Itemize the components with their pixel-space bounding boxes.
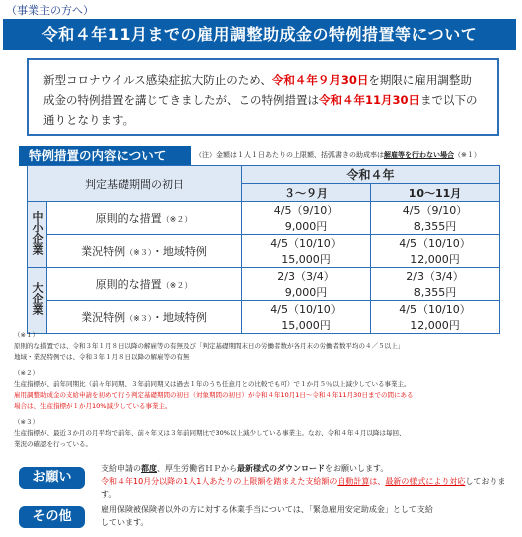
note-1-line: 原則的な措置では、令和３年１月８日以降の解雇等の有無及び「判定基礎期間末日の労働者数が各月末の労働者数平均の４／５以上」 (14, 342, 404, 350)
table-row (28, 268, 500, 301)
intro-text-2: を期限に雇用調整助成金の特例措置を講じてきましたが、この特例措置は (43, 73, 472, 107)
group-name-text: 中小企業 (31, 210, 44, 255)
req-t5: は、 (369, 477, 386, 486)
section-tab: 特例措置の内容について (19, 146, 191, 166)
cell-amount: 12,000円 (410, 253, 460, 266)
group-name (28, 202, 47, 268)
req-t6: しております。 (101, 477, 506, 499)
other-text (101, 503, 511, 529)
intro-text-1: 新型コロナウイルス感染症拡大防止のため、 (43, 73, 272, 87)
table-row (28, 202, 500, 235)
cell (242, 235, 371, 268)
req-t2-bold: 最新様式のダウンロード (237, 464, 325, 473)
cell (242, 268, 371, 301)
note-1-line: 地域・業況特例では、令和３年１月８日以降の解雇等の有無 (14, 353, 190, 361)
req-t4-u: 自動計算 (337, 477, 370, 486)
row-label (47, 202, 242, 235)
cell (242, 301, 371, 334)
section-note (195, 150, 481, 160)
footnotes (14, 330, 514, 450)
row-extra: ・地域特例 (151, 245, 207, 258)
note-3-head: （※３） (14, 418, 39, 426)
row-mark: （※２） (161, 281, 193, 290)
group-name (28, 268, 47, 334)
measures-table (27, 165, 500, 334)
intro-text-3: まで以下の通りとなります。 (43, 93, 478, 127)
cell (371, 235, 500, 268)
row-label-text: 業況特例 (81, 311, 126, 324)
row-label-text: 原則的な措置 (95, 212, 162, 225)
row-label (47, 301, 242, 334)
row-label (47, 268, 242, 301)
row-label-text: 原則的な措置 (95, 278, 162, 291)
cell-rate: 2/3（3/4） (406, 270, 464, 283)
cell-rate: 4/5（9/10） (402, 204, 468, 217)
note-pre: （注）金額は１人１日あたりの上限額、括弧書きの助成率は (195, 151, 384, 159)
basis-label: 判定基礎期間の初日 (28, 166, 242, 202)
intro-box (27, 58, 499, 136)
req-t3: をお願いします。 (325, 464, 389, 473)
cell-amount: 15,000円 (281, 319, 331, 332)
other-t1: 雇用保険被保険者以外の方に対する休業手当については、「緊急雇用安定助成金」として支給 (101, 505, 433, 514)
request-label: お願い (19, 467, 85, 489)
audience-label: （事業主の方へ） (6, 4, 94, 17)
cell-rate: 2/3（3/4） (277, 270, 335, 283)
note-2-line-red: 雇用調整助成金の支給申請を初めて行う判定基礎期間の初日（対象期間の初日）が令和４年10月1日〜令和４年11月30日までの間にある (14, 391, 414, 399)
cell (371, 301, 500, 334)
col-header-2: 10〜11月 (371, 184, 500, 202)
row-label (47, 235, 242, 268)
table-row (28, 235, 500, 268)
intro-deadline-1: 令和４年９月30日 (271, 73, 369, 87)
req-t2: 、厚生労働省ＨＰから (157, 464, 237, 473)
req-t5-u: 最新の様式により対応 (385, 477, 466, 486)
cell-amount: 15,000円 (281, 253, 331, 266)
req-t1-bold: 都度 (141, 464, 157, 473)
intro-deadline-2: 令和４年11月30日 (319, 93, 421, 107)
note-bold: 解雇等を行わない場合 (384, 151, 454, 159)
request-text (101, 462, 511, 501)
cell-rate: 4/5（10/10） (270, 303, 342, 316)
row-extra: ・地域特例 (151, 311, 207, 324)
note-post: （※１） (454, 151, 481, 159)
note-3-line: 生産指標が、最近３か月の月平均で前年、前々年又は３年前同期比で30%以上減少している事業主。なお、令和４年４月以降は毎回、 (14, 429, 406, 437)
note-3-line: 業況の確認を行っている。 (14, 440, 92, 448)
other-label: その他 (19, 506, 85, 528)
year-header: 令和４年 (242, 166, 500, 184)
note-1-head: （※１） (14, 331, 39, 339)
cell-rate: 4/5（10/10） (270, 237, 342, 250)
cell-amount: 12,000円 (410, 319, 460, 332)
req-t1: 支給申請の (101, 464, 141, 473)
row-label-text: 業況特例 (81, 245, 126, 258)
note-2-line: 生産指標が、前年同期比（前々年同期、３年前同期又は過去１年のうち任意月との比較でも可）で１か月５％以上減少している事業主。 (14, 380, 411, 388)
cell (371, 268, 500, 301)
cell-rate: 4/5（9/10） (273, 204, 339, 217)
other-t2: しています。 (101, 518, 149, 527)
table-row (28, 301, 500, 334)
cell-amount: 9,000円 (284, 286, 328, 299)
note-2-head: （※２） (14, 369, 39, 377)
req-t4: 令和４年10月分以降の1人1人あたりの上限額を踏まえた支給額の (101, 477, 338, 486)
cell-amount: 8,355円 (413, 286, 457, 299)
cell-rate: 4/5（10/10） (399, 303, 471, 316)
note-2-line-red: 場合は、生産指標が１か月10%減少している事業主。 (14, 402, 172, 410)
row-mark: （※２） (161, 215, 193, 224)
group-name-text: 大企業 (31, 282, 44, 315)
cell (242, 202, 371, 235)
cell-amount: 8,355円 (413, 220, 457, 233)
cell-rate: 4/5（10/10） (399, 237, 471, 250)
row-mark: （※３） (125, 248, 152, 257)
cell-amount: 9,000円 (284, 220, 328, 233)
col-header-1: ３〜９月 (242, 184, 371, 202)
cell (371, 202, 500, 235)
row-mark: （※３） (125, 314, 152, 323)
page-title: 令和４年11月までの雇用調整助成金の特例措置等について (3, 19, 516, 50)
